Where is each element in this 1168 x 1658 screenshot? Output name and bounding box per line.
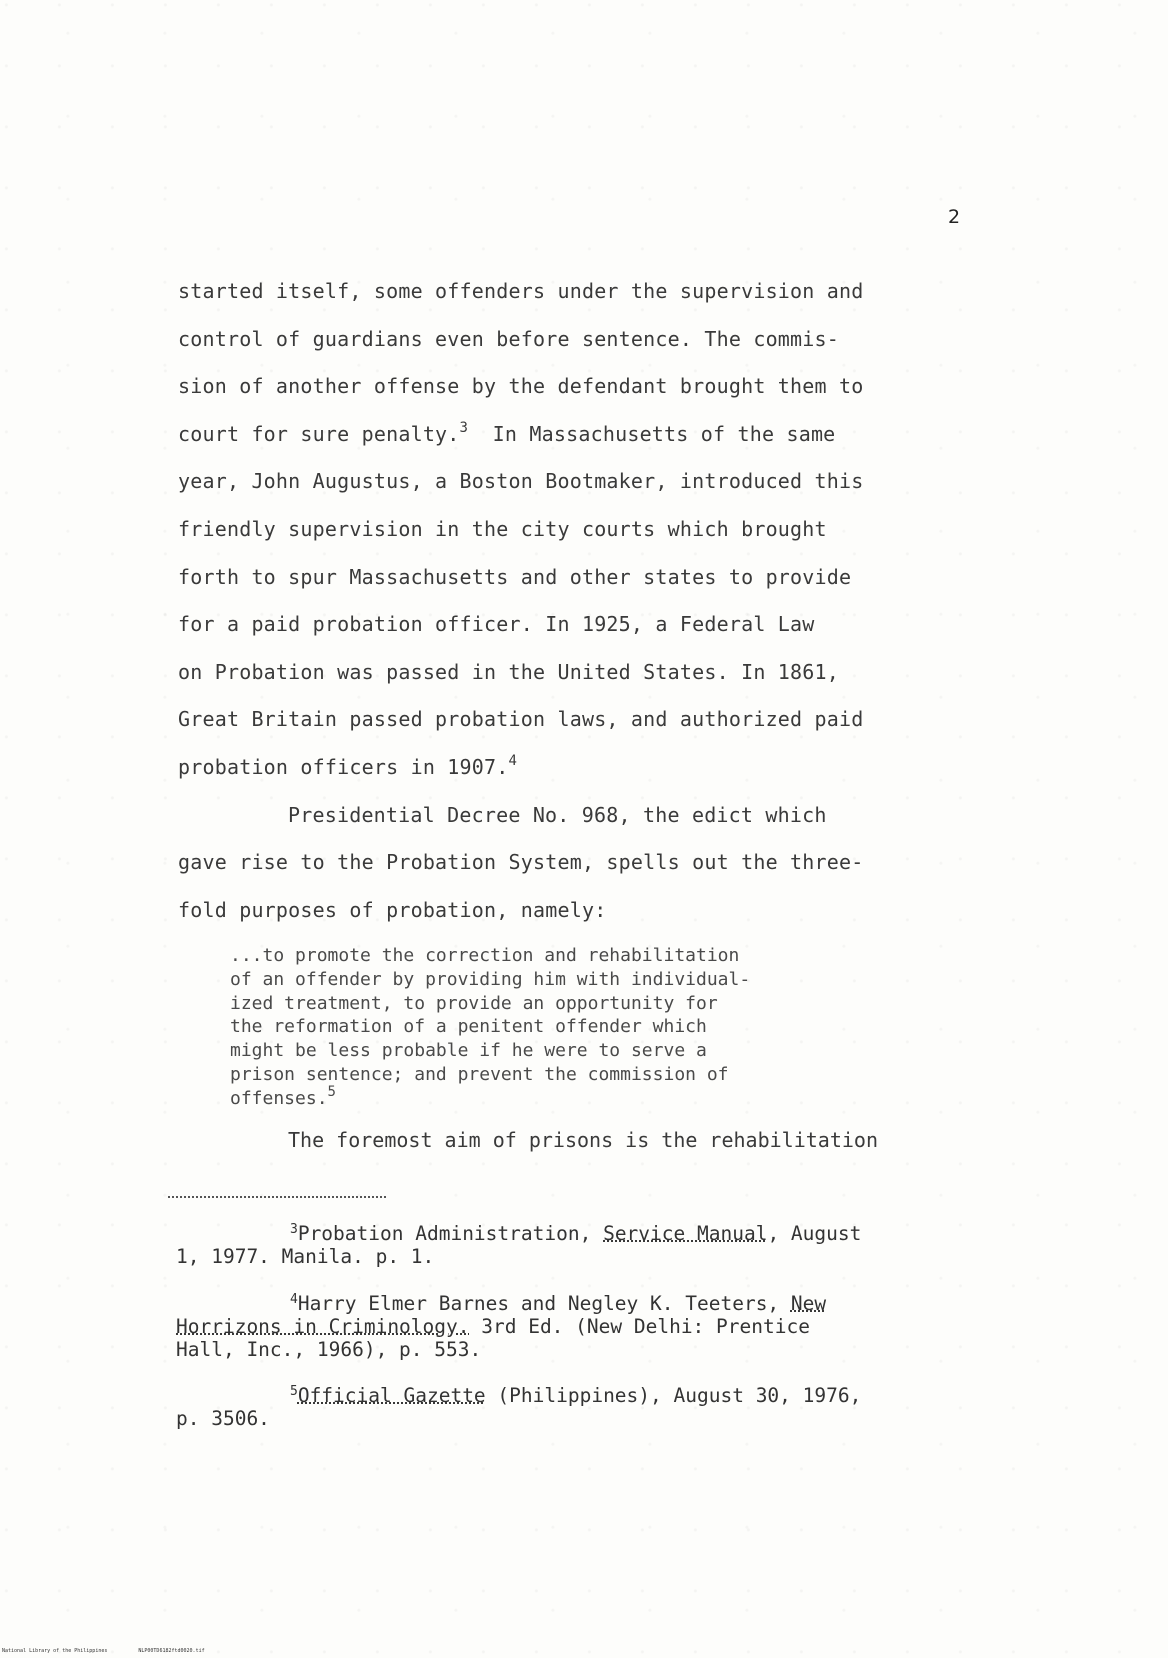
quote-line: might be less probable if he were to serve a xyxy=(230,1040,707,1062)
paragraph-line: The foremost aim of prisons is the rehabilitation xyxy=(288,1128,879,1152)
footnote-mark-5: 5 xyxy=(327,1083,336,1100)
paragraph-line: Great Britain passed probation laws, and authorized paid xyxy=(178,707,864,732)
footnote-number: 5 xyxy=(290,1384,298,1399)
footnote-text: 3rd Ed. (New Delhi: Prentice xyxy=(469,1315,810,1338)
footnote-number: 3 xyxy=(290,1222,298,1237)
footnote-text: (Philippines), August 30, 1976, xyxy=(485,1384,862,1407)
footnote-title: Horrizons in Criminology. xyxy=(176,1315,470,1338)
paragraph-line: friendly supervision in the city courts which brought xyxy=(178,516,827,541)
paragraph-text: probation officers in 1907. xyxy=(178,754,509,779)
paragraph-line xyxy=(178,744,978,792)
page-number: 2 xyxy=(948,206,961,228)
block-quote xyxy=(230,944,930,1111)
quote-line xyxy=(230,1083,930,1111)
footnote-line: p. 3506. xyxy=(176,1407,270,1430)
paragraph-line: Presidential Decree No. 968, the edict which xyxy=(288,802,827,827)
paragraph-line: on Probation was passed in the United States. In 1861, xyxy=(178,659,840,684)
paragraph-line: control of guardians even before sentence. The commis- xyxy=(178,326,840,351)
footer-file: NLP00TD6182ftd0020.tif xyxy=(138,1648,205,1654)
quote-line: prison sentence; and prevent the commission of xyxy=(230,1063,729,1085)
quote-line: the reformation of a penitent offender which xyxy=(230,1016,707,1038)
footnote-5 xyxy=(176,1384,996,1430)
footnote-3 xyxy=(176,1222,996,1268)
paragraph-line: started itself, some offenders under the supervision and xyxy=(178,279,864,303)
footnote-title: Service Manual xyxy=(603,1222,768,1245)
footnote-line xyxy=(176,1315,996,1338)
paragraph-line: year, John Augustus, a Boston Bootmaker, introduced this xyxy=(178,469,864,494)
footnote-mark-3: 3 xyxy=(459,419,469,436)
footnote-line xyxy=(176,1384,996,1407)
body-text xyxy=(178,268,978,934)
paragraph-line: sion of another offense by the defendant brought them to xyxy=(178,374,864,399)
quote-line: of an offender by providing him with individual- xyxy=(230,968,751,990)
paragraph-line: for a paid probation officer. In 1925, a Federal Law xyxy=(178,612,815,637)
footnote-separator xyxy=(168,1196,386,1198)
paragraph-line: forth to spur Massachusetts and other states to provide xyxy=(178,564,852,589)
footnote-text: Harry Elmer Barnes and Negley K. Teeters, xyxy=(297,1292,791,1315)
footnote-title: Official Gazette xyxy=(297,1384,486,1407)
footnote-text: Probation Administration, xyxy=(297,1222,604,1245)
quote-text: offenses. xyxy=(230,1087,328,1109)
footnote-line: Hall, Inc., 1966), p. 553. xyxy=(176,1338,482,1361)
paragraph-text: In Massachusetts of the same xyxy=(492,421,836,446)
footnote-title: New xyxy=(790,1292,827,1315)
footnote-mark-4: 4 xyxy=(508,752,518,769)
footnote-line xyxy=(176,1292,996,1315)
paragraph-line xyxy=(178,411,978,459)
footnote-number: 4 xyxy=(290,1292,298,1307)
footnote-text: , August xyxy=(767,1222,862,1245)
paragraph-text: court for sure penalty. xyxy=(178,421,460,446)
footer-library: National Library of the Philippines xyxy=(2,1648,108,1654)
quote-line: ized treatment, to provide an opportunity for xyxy=(230,992,718,1014)
paragraph-line: gave rise to the Probation System, spells out the three- xyxy=(178,850,864,875)
paragraph-line: fold purposes of probation, namely: xyxy=(178,897,607,922)
footnote-line xyxy=(176,1222,996,1245)
quote-line: ...to promote the correction and rehabilitation xyxy=(230,945,740,966)
scan-footer xyxy=(2,1648,233,1654)
footnote-4 xyxy=(176,1292,996,1361)
footnote-line: 1, 1977. Manila. p. 1. xyxy=(176,1245,435,1268)
